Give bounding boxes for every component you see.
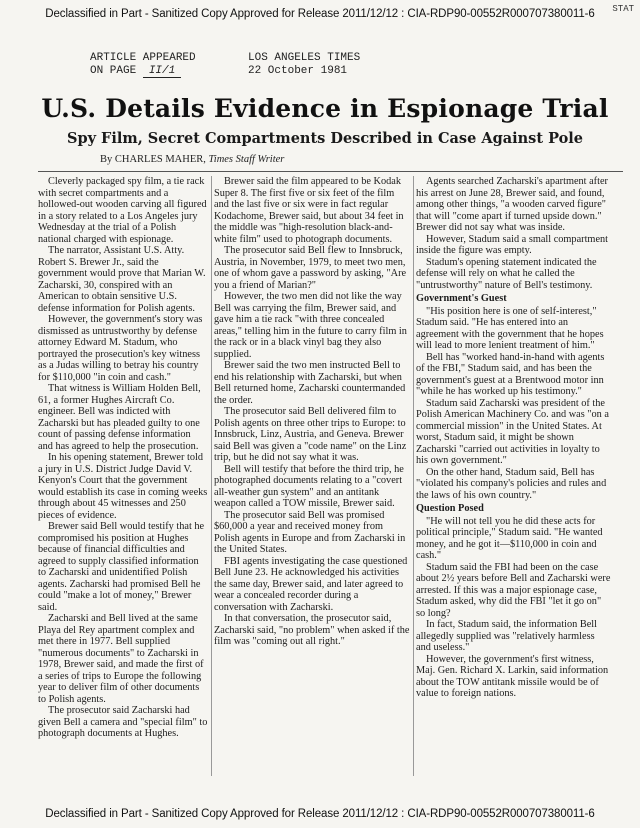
headline: U.S. Details Evidence in Espionage Trial	[41, 94, 609, 123]
header-rule	[38, 171, 623, 172]
publication-meta	[248, 52, 360, 78]
publication-name: LOS ANGELES TIMES	[248, 52, 361, 64]
article-paragraph: Stadum's opening statement indicated the defense will rely on what he called the "untrustworthy" nature of Bell's testimony.	[416, 256, 597, 291]
article-paragraph: The prosecutor said Bell was promised $60,000 a year and received money from Polish agents in Europe and from Zacharski in the United States.	[214, 509, 406, 555]
article-paragraph: Brewer said Bell would testify that he compromised his position at Hughes because of financial difficulties and agreed to supply classified information to Zacharski and unidentified Polish agents. Zacharski had promised Bell he could "make a lot of money," Brewer said.	[38, 521, 205, 613]
article-appeared-label: ARTICLE APPEARED	[90, 52, 196, 64]
article-paragraph: Bell will testify that before the third trip, he photographed documents relating to a "covert all-weather gun system" and an antitank weapon called a TOW missile, Brewer said.	[214, 463, 404, 509]
article-paragraph: Bell has "worked hand-in-hand with agents of the FBI," Stadum said, and has been the government's guest at a Brentwood motor inn "while he has worked up his testimony."	[416, 351, 605, 397]
article-meta	[90, 52, 196, 78]
article-paragraph: In his opening statement, Brewer told a jury in U.S. District Judge David V. Kenyon's Court that the government would establish its case in coming weeks through about 45 witnesses and 250 pieces of evidence.	[38, 452, 208, 521]
article-paragraph: "His position here is one of self-interest," Stadum said. "He has entered into an agreement with the government that he hopes will lead to more lenient treatment of him."	[416, 305, 604, 351]
declassification-banner-top: Declassified in Part - Sanitized Copy Approved for Release 2011/12/12 : CIA-RDP90-00552R000707380011-6	[45, 8, 595, 20]
article-paragraph: On the other hand, Stadum said, Bell has "violated his company's policies and rules and the laws of his own country."	[416, 466, 607, 501]
on-page-line	[90, 65, 196, 78]
article-paragraph: Brewer said the two men instructed Bell to end his relationship with Zacharski, but when Bell returned home, Zacharski countermanded the order.	[214, 360, 406, 406]
subheading-governments-guest: Government's Guest	[416, 293, 507, 304]
newspaper-clipping	[26, 48, 624, 800]
stat-stamp: STAT	[612, 4, 634, 14]
column-2	[214, 176, 410, 648]
byline-author: By CHARLES MAHER,	[100, 154, 206, 165]
article-paragraph: However, the government's first witness, Maj. Gen. Richard X. Larkin, said information about the TOW antitank missile would be of value to foreign nations.	[416, 653, 609, 699]
declassification-banner-bottom: Declassified in Part - Sanitized Copy Approved for Release 2011/12/12 : CIA-RDP90-00552R000707380011-6	[45, 808, 595, 820]
article-paragraph: The prosecutor said Zacharski had given Bell a camera and "special film" to photograph documents at Hughes.	[38, 705, 208, 739]
byline-role: Times Staff Writer	[208, 154, 285, 165]
article-paragraph: In that conversation, the prosecutor said, Zacharski said, "no problem" when asked if the film was "coming out all right."	[214, 613, 410, 647]
article-paragraph: However, the two men did not like the way Bell was carrying the film, Brewer said, and gave him a tie rack "with three concealed areas," telling him in the future to carry film in the rack or in a black vinyl bag they also supplied.	[214, 291, 407, 360]
article-paragraph: However, the government's story was dismissed as untrustworthy by defense attorney Edward M. Stadum, who portrayed the prosecution's key witness as a Judas willing to betray his country for $110,000 "in coin and cash."	[38, 314, 203, 383]
column-1	[38, 176, 208, 740]
column-3	[416, 176, 612, 700]
byline	[100, 154, 284, 165]
on-page-value: II/1	[143, 65, 181, 78]
article-paragraph: "He will not tell you he did these acts for political principle," Stadum said. "He wanted money, and he got it—$110,000 in coin and cash."	[416, 515, 603, 561]
article-paragraph: Zacharski and Bell lived at the same Playa del Rey apartment complex and met there in 1977. Bell supplied "numerous documents" to Zacharski in 1978, Brewer said, and made the first of a series of trips to Europe the following year to deliver film of other documents to Polish agents.	[38, 613, 204, 705]
article-paragraph: That witness is William Holden Bell, 61, a former Hughes Aircraft Co. engineer. Bell was indicted with Zacharski but has pleaded guilty to one count of passing defense information and has agreed to help the prosecution.	[38, 383, 201, 452]
column-divider	[211, 176, 212, 776]
article-paragraph: Stadum said the FBI had been on the case about 2½ years before Bell and Zacharski were arrested. If this was a major espionage case, Stadum asked, why did the FBI "let it go on" so long?	[416, 561, 611, 619]
column-3-part-a	[416, 176, 612, 291]
article-paragraph: In fact, Stadum said, the information Bell allegedly supplied was "relatively harmless and useless."	[416, 619, 598, 653]
article-paragraph: FBI agents investigating the case questioned Bell June 23. He acknowledged his activities the same day, Brewer said, and later agreed to wear a concealed recorder during a conversation with Zacharski.	[214, 555, 408, 613]
column-3-part-b	[416, 306, 612, 502]
article-paragraph: The prosecutor said Bell flew to Innsbruck, Austria, in November, 1979, to meet two men, one of whom gave a password by asking, "Are you a friend of Marian?"	[214, 245, 407, 291]
column-divider	[413, 176, 414, 776]
subheadline: Spy Film, Secret Compartments Described in Case Against Pole	[66, 130, 584, 147]
article-paragraph: The prosecutor said Bell delivered film to Polish agents on three other trips to Europe: to Innsbruck, Linz, Austria, and Geneva. Brewer said Bell was given a "code name" on the Linz trip, but he did not say what it was.	[214, 406, 407, 463]
article-paragraph: Stadum said Zacharski was president of the Polish American Machinery Co. and was "on a commercial mission" in the United States. At worst, Stadum said, it might be shown Zacharski "carried out activities in loyalty to his own government."	[416, 397, 609, 466]
article-paragraph: Brewer said the film appeared to be Kodak Super 8. The first five or six feet of the film and the last five or six were in fact regular Kodachome, Brewer said, but about 34 feet in the middle was "high-resolution black-and-white film" used to photograph documents.	[214, 176, 404, 245]
on-page-label: ON PAGE	[90, 65, 137, 77]
article-paragraph: However, Stadum said a small compartment inside the figure was empty.	[416, 233, 609, 256]
column-3-part-c	[416, 516, 612, 700]
article-paragraph: Agents searched Zacharski's apartment after his arrest on June 28, Brewer said, and found, among other things, "a wooden carved figure" that will "come apart if turned upside down." Brewer did not say what was inside.	[416, 176, 608, 233]
article-paragraph: Cleverly packaged spy film, a tie rack with secret compartments and a hollowed-out wooden carving all figured in a story related to a Los Angeles jury Wednesday at the trial of a Polish national charged with espionage.	[38, 176, 207, 245]
subheading-question-posed: Question Posed	[416, 503, 484, 514]
publication-date: 22 October 1981	[248, 65, 348, 77]
article-paragraph: The narrator, Assistant U.S. Atty. Robert S. Brewer Jr., said the government would prove that Marian W. Zacharski, 30, conspired with an American to obtain sensitive U.S. defense information for Polish agents.	[38, 245, 206, 314]
